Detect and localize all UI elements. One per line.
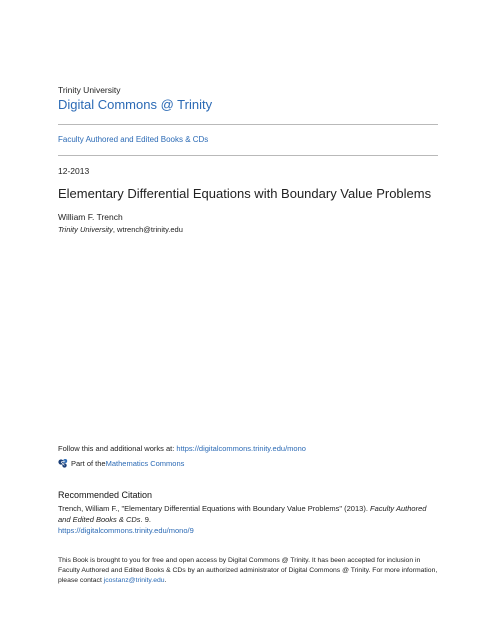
follow-text: Follow this and additional works at: [58,444,177,453]
part-of-line [58,458,184,468]
affiliation-name: Trinity University [58,225,113,234]
author-email: wtrench@trinity.edu [117,225,183,234]
footer-end: . [164,577,167,584]
citation-body: Trench, William F., "Elementary Differential Equations with Boundary Value Problems" (2013). [58,504,370,513]
citation-link[interactable]: https://digitalcommons.trinity.edu/mono/9 [58,526,194,535]
part-of-text: Part of the [71,458,106,468]
citation-number: . 9. [140,515,151,524]
author-name: William F. Trench [58,212,123,222]
network-icon [58,458,68,468]
author-affiliation [58,225,183,234]
follow-link[interactable]: https://digitalcommons.trinity.edu/mono [176,444,306,453]
affiliation-separator: , [112,225,118,234]
divider-top [58,124,438,125]
work-title: Elementary Differential Equations with Boundary Value Problems [58,186,432,201]
citation-heading: Recommended Citation [58,490,153,500]
citation-series: Faculty Authored and Edited Books & CDs [58,504,427,524]
repository-link[interactable]: Digital Commons @ Trinity [58,97,213,112]
citation-text [58,503,438,536]
publication-date: 12-2013 [58,166,90,176]
footer-text: This Book is brought to you for free and open access by Digital Commons @ Trinity. It has been accepted for inclusion in Faculty Authored and Edited Books & CDs by an authorized administrator of Digital Commons @ Trinity. For more information, please contact [58,557,438,584]
follow-line [58,444,306,453]
contact-email-link[interactable]: jcostanz@trinity.edu [103,577,165,584]
collection-link[interactable]: Faculty Authored and Edited Books & CDs [58,135,209,144]
footer-notice [58,556,438,586]
mathematics-commons-link[interactable]: Mathematics Commons [105,458,185,468]
divider-middle [58,155,438,156]
institution-name: Trinity University [58,85,121,95]
